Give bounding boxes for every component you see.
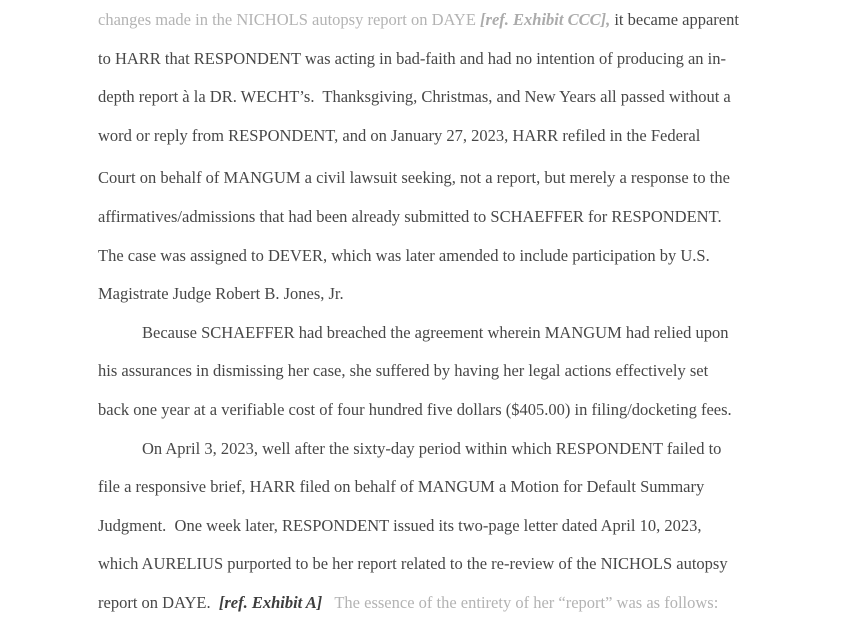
text-line [98, 507, 798, 546]
text-segment: Court on behalf of MANGUM a civil lawsuit seeking, not a report, but merely a response to the [98, 168, 730, 188]
text-line [98, 78, 798, 117]
exhibit-reference: [ref. Exhibit CCC], [480, 10, 611, 29]
text-segment: Judgment. One week later, RESPONDENT issued its two-page letter dated April 10, 2023, [98, 515, 702, 535]
text-segment: The essence of the entirety of her “report” was as follows: [322, 592, 719, 612]
text-segment: The case was assigned to DEVER, which was later amended to include participation by U.S. [98, 245, 710, 265]
text-segment: it became apparent [610, 10, 739, 29]
text-line [98, 237, 798, 276]
text-segment: file a responsive brief, HARR filed on behalf of MANGUM a Motion for Default Summary [98, 477, 705, 497]
text-line [98, 275, 798, 314]
text-segment: depth report à la DR. WECHT’s. Thanksgiving, Christmas, and New Years all passed without a [98, 87, 731, 107]
exhibit-reference: [ref. Exhibit A] [218, 592, 323, 612]
text-line [98, 391, 798, 430]
text-line [98, 352, 798, 391]
text-segment: On April 3, 2023, well after the sixty-day period within which RESPONDENT failed to [142, 438, 722, 458]
text-line [98, 468, 798, 507]
document-text [98, 1, 798, 623]
text-line [98, 314, 798, 353]
text-line [98, 198, 798, 237]
text-segment: to HARR that RESPONDENT was acting in bad-faith and had no intention of producing an in- [98, 48, 726, 68]
text-segment: word or reply from RESPONDENT, and on January 27, 2023, HARR refiled in the Federal [98, 125, 701, 145]
text-segment: Magistrate Judge Robert B. Jones, Jr. [98, 284, 344, 304]
text-line [98, 1, 798, 40]
text-line [98, 545, 798, 584]
text-segment: report on DAYE. [98, 592, 219, 612]
text-line [98, 430, 798, 469]
text-line [98, 117, 798, 156]
text-segment: affirmatives/admissions that had been already submitted to SCHAEFFER for RESPONDENT. [98, 206, 722, 226]
text-line [98, 40, 798, 79]
text-segment: changes made in the NICHOLS autopsy report on DAYE [98, 10, 481, 29]
text-segment: back one year at a verifiable cost of four hundred five dollars ($405.00) in filing/docketing fees. [98, 399, 732, 419]
text-segment: Because SCHAEFFER had breached the agreement wherein MANGUM had relied upon [142, 322, 729, 342]
text-line [98, 159, 798, 198]
text-segment: which AURELIUS purported to be her report related to the re-review of the NICHOLS autopsy [98, 554, 728, 574]
text-segment: his assurances in dismissing her case, she suffered by having her legal actions effectively set [98, 361, 709, 381]
